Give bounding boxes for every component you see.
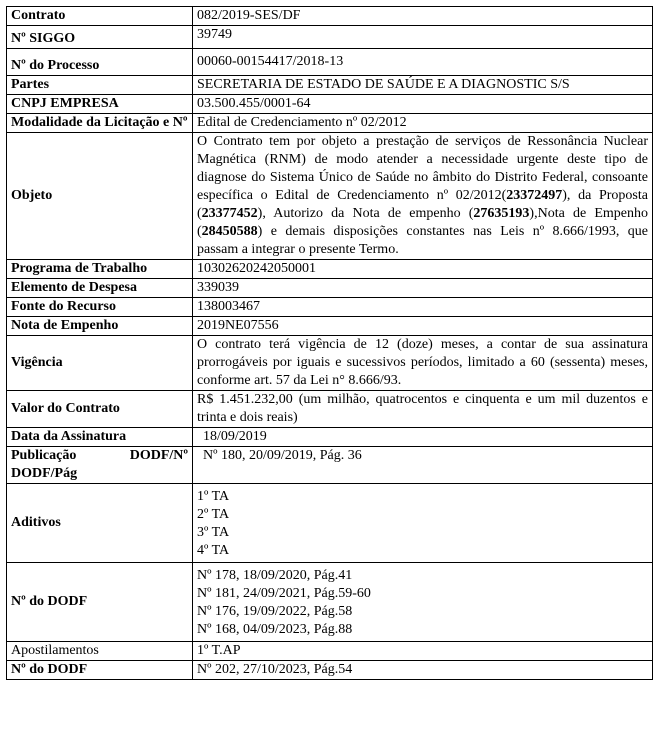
row-contrato [7,7,653,26]
row-dodf-aditivos [7,563,653,642]
value-contrato: 082/2019-SES/DF [193,7,653,26]
row-siggo [7,26,653,49]
row-vigencia [7,336,653,391]
value-assinatura: 18/09/2019 [193,428,653,447]
dodf-item: Nº 168, 04/09/2023, Pág.88 [197,622,353,637]
value-aditivos [193,484,653,563]
row-fonte [7,298,653,317]
objeto-text-3: ), Autorizo da Nota de empenho ( [257,206,474,221]
value-dodf-aditivos [193,563,653,642]
dodf-item: Nº 176, 19/09/2022, Pág.58 [197,604,353,619]
label-modalidade: Modalidade da Licitação e Nº [7,114,193,133]
value-valor: R$ 1.451.232,00 (um milhão, quatrocentos e cinquenta e um mil duzentos e trinta e dois reais) [193,391,653,428]
label-nota: Nota de Empenho [7,317,193,336]
label-processo: Nº do Processo [7,49,193,76]
row-publicacao [7,447,653,484]
label-apostilamentos: Apostilamentos [7,642,193,661]
label-assinatura: Data da Assinatura [7,428,193,447]
row-valor [7,391,653,428]
aditivo-item: 3º TA [197,525,230,540]
row-dodf-apostilamento [7,661,653,680]
objeto-doc-2: 23377452 [201,206,258,221]
value-publicacao: Nº 180, 20/09/2019, Pág. 36 [193,447,653,484]
aditivo-item: 4º TA [197,543,230,558]
row-apostilamentos [7,642,653,661]
value-fonte: 138003467 [193,298,653,317]
objeto-text-1: O Contrato tem por objeto a prestação de serviços de Ressonância Nuclear Magnética (RNM) de modo atender a necessidade urgente deste tipo de diagnose do Sistema Único de Saúde no âmbito do Distrito Federal, consoante específica o Edital de Credenciamento nº 02/2012( [197,134,648,203]
label-elemento: Elemento de Despesa [7,279,193,298]
row-partes [7,76,653,95]
objeto-text-4: ),Nota de Empenho ( [197,206,648,239]
publicacao-label-c: DODF/Pág [11,466,78,481]
objeto-doc-1: 23372497 [506,188,563,203]
row-cnpj [7,95,653,114]
label-cnpj: CNPJ EMPRESA [7,95,193,114]
row-modalidade [7,114,653,133]
value-apostilamentos: 1º T.AP [193,642,653,661]
objeto-text-2: ), da Proposta ( [197,188,648,221]
row-objeto [7,133,653,260]
value-modalidade: Edital de Credenciamento nº 02/2012 [193,114,653,133]
dodf-item: Nº 181, 24/09/2021, Pág.59-60 [197,586,371,601]
objeto-doc-3: 27635193 [473,206,530,221]
objeto-text-5: ) e demais disposições constantes nas Leis nº 8.666/1993, que passam a integrar o presente Termo. [197,224,648,257]
value-vigencia: O contrato terá vigência de 12 (doze) meses, a contar de sua assinatura prorrogáveis por iguais e sucessivos períodos, limitado a 60 (sessenta) meses, conforme art. 57 da Lei n° 8.666/93. [193,336,653,391]
value-partes: SECRETARIA DE ESTADO DE SAÚDE E A DIAGNOSTIC S/S [193,76,653,95]
label-valor: Valor do Contrato [7,391,193,428]
label-dodf-apostilamento: Nº do DODF [7,661,193,680]
label-dodf-aditivos: Nº do DODF [7,563,193,642]
publicacao-label-line [11,447,188,465]
publicacao-label-a: Publicação [11,448,77,463]
label-vigencia: Vigência [7,336,193,391]
row-aditivos [7,484,653,563]
row-nota [7,317,653,336]
value-programa: 10302620242050001 [193,260,653,279]
value-cnpj: 03.500.455/0001-64 [193,95,653,114]
objeto-doc-4: 28450588 [201,224,258,239]
value-siggo: 39749 [193,26,653,49]
value-processo: 00060-00154417/2018-13 [193,49,653,76]
aditivo-item: 2º TA [197,507,230,522]
value-elemento: 339039 [193,279,653,298]
label-fonte: Fonte do Recurso [7,298,193,317]
publicacao-label-b: DODF/Nº [129,448,188,463]
label-contrato: Contrato [7,7,193,26]
label-objeto: Objeto [7,133,193,260]
value-objeto [193,133,653,260]
value-nota: 2019NE07556 [193,317,653,336]
value-dodf-apostilamento: Nº 202, 27/10/2023, Pág.54 [193,661,653,680]
dodf-item: Nº 178, 18/09/2020, Pág.41 [197,568,353,583]
label-partes: Partes [7,76,193,95]
contract-table [6,6,653,680]
label-aditivos: Aditivos [7,484,193,563]
aditivo-item: 1º TA [197,489,230,504]
row-processo [7,49,653,76]
label-programa: Programa de Trabalho [7,260,193,279]
row-assinatura [7,428,653,447]
row-programa [7,260,653,279]
label-siggo: Nº SIGGO [7,26,193,49]
row-elemento [7,279,653,298]
label-publicacao [7,447,193,484]
